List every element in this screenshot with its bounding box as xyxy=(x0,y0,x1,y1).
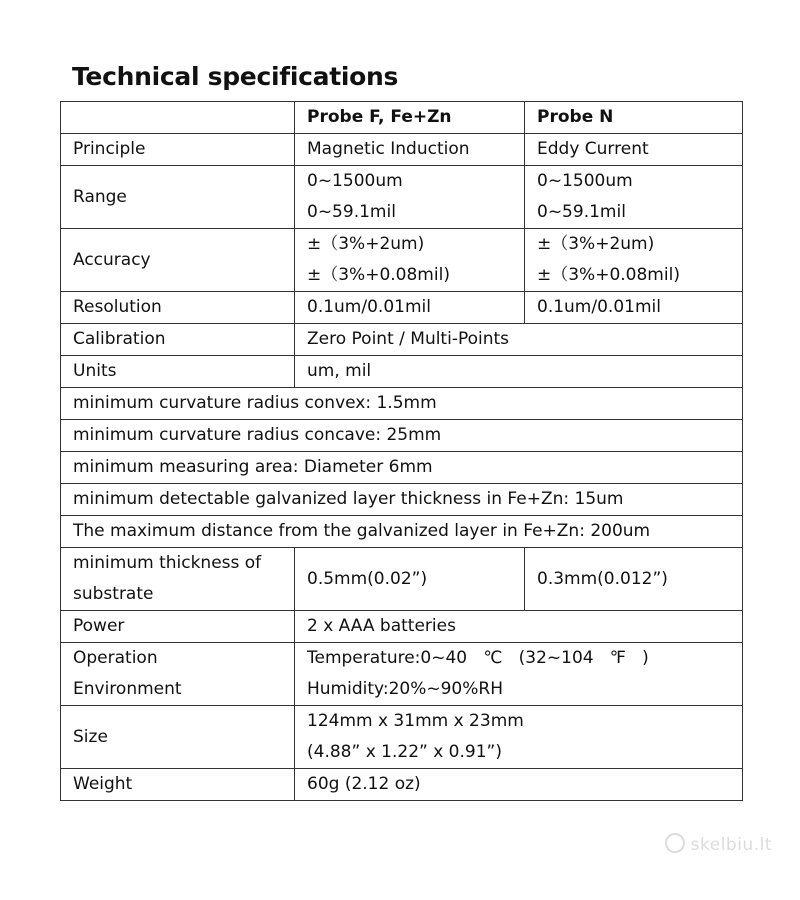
resolution-probe-n: 0.1um/0.01mil xyxy=(525,292,743,324)
table-row-range xyxy=(61,166,743,229)
row-label-power: Power xyxy=(61,611,295,643)
range-probe-n xyxy=(525,166,743,229)
principle-probe-n: Eddy Current xyxy=(525,134,743,166)
table-row-principle xyxy=(61,134,743,166)
row-label-calibration: Calibration xyxy=(61,324,295,356)
substrate-probe-n: 0.3mm(0.012”) xyxy=(525,548,743,611)
accuracy-probe-n xyxy=(525,229,743,292)
table-row-operation xyxy=(61,643,743,706)
substrate-label-line-1: minimum thickness of xyxy=(73,553,262,573)
watermark-text: skelbiu.lt xyxy=(690,835,772,855)
page-title: Technical specifications xyxy=(72,62,399,91)
range-probe-n-um: 0~1500um xyxy=(537,171,633,191)
operation-temperature: Temperature:0~40 ℃ (32~104 ℉ ) xyxy=(307,648,649,668)
operation-label-line-1: Operation xyxy=(73,648,158,668)
row-label-weight: Weight xyxy=(61,769,295,801)
substrate-probe-f: 0.5mm(0.02”) xyxy=(295,548,525,611)
header-probe-n: Probe N xyxy=(525,102,743,134)
header-blank-cell xyxy=(61,102,295,134)
accuracy-probe-f-mil: ±（3%+0.08mil) xyxy=(307,265,450,285)
measuring-area-text: minimum measuring area: Diameter 6mm xyxy=(61,452,743,484)
table-header-row xyxy=(61,102,743,134)
table-row-weight xyxy=(61,769,743,801)
row-label-units: Units xyxy=(61,356,295,388)
table-row-substrate xyxy=(61,548,743,611)
units-value: um, mil xyxy=(295,356,743,388)
accuracy-probe-f-um: ±（3%+2um) xyxy=(307,234,425,254)
row-label-size: Size xyxy=(61,706,295,769)
row-label-accuracy: Accuracy xyxy=(61,229,295,292)
size-imperial: (4.88” x 1.22” x 0.91”) xyxy=(307,742,502,762)
accuracy-probe-n-mil: ±（3%+0.08mil) xyxy=(537,265,680,285)
galvanized-distance-text: The maximum distance from the galvanized layer in Fe+Zn: 200um xyxy=(61,516,743,548)
watermark xyxy=(665,833,772,855)
table-row-resolution xyxy=(61,292,743,324)
size-metric: 124mm x 31mm x 23mm xyxy=(307,711,524,731)
table-row-power xyxy=(61,611,743,643)
table-row-galvanized-distance xyxy=(61,516,743,548)
table-row-size xyxy=(61,706,743,769)
weight-value: 60g (2.12 oz) xyxy=(295,769,743,801)
principle-probe-f: Magnetic Induction xyxy=(295,134,525,166)
power-value: 2 x AAA batteries xyxy=(295,611,743,643)
curvature-concave-text: minimum curvature radius concave: 25mm xyxy=(61,420,743,452)
header-probe-f: Probe F, Fe+Zn xyxy=(295,102,525,134)
galvanized-thickness-text: minimum detectable galvanized layer thickness in Fe+Zn: 15um xyxy=(61,484,743,516)
operation-value xyxy=(295,643,743,706)
table-row-galvanized-thickness xyxy=(61,484,743,516)
row-label-substrate xyxy=(61,548,295,611)
watermark-logo-icon xyxy=(665,833,685,853)
range-probe-n-mil: 0~59.1mil xyxy=(537,202,626,222)
curvature-convex-text: minimum curvature radius convex: 1.5mm xyxy=(61,388,743,420)
row-label-operation xyxy=(61,643,295,706)
size-value xyxy=(295,706,743,769)
substrate-label-line-2: substrate xyxy=(73,584,154,604)
table-row-calibration xyxy=(61,324,743,356)
range-probe-f-um: 0~1500um xyxy=(307,171,403,191)
table-row-curvature-convex xyxy=(61,388,743,420)
row-label-range: Range xyxy=(61,166,295,229)
row-label-resolution: Resolution xyxy=(61,292,295,324)
table-row-measuring-area xyxy=(61,452,743,484)
spec-table xyxy=(60,101,743,801)
calibration-value: Zero Point / Multi-Points xyxy=(295,324,743,356)
table-row-curvature-concave xyxy=(61,420,743,452)
range-probe-f xyxy=(295,166,525,229)
accuracy-probe-n-um: ±（3%+2um) xyxy=(537,234,655,254)
table-row-accuracy xyxy=(61,229,743,292)
operation-humidity: Humidity:20%~90%RH xyxy=(307,679,503,699)
accuracy-probe-f xyxy=(295,229,525,292)
resolution-probe-f: 0.1um/0.01mil xyxy=(295,292,525,324)
table-row-units xyxy=(61,356,743,388)
row-label-principle: Principle xyxy=(61,134,295,166)
range-probe-f-mil: 0~59.1mil xyxy=(307,202,396,222)
operation-label-line-2: Environment xyxy=(73,679,182,699)
